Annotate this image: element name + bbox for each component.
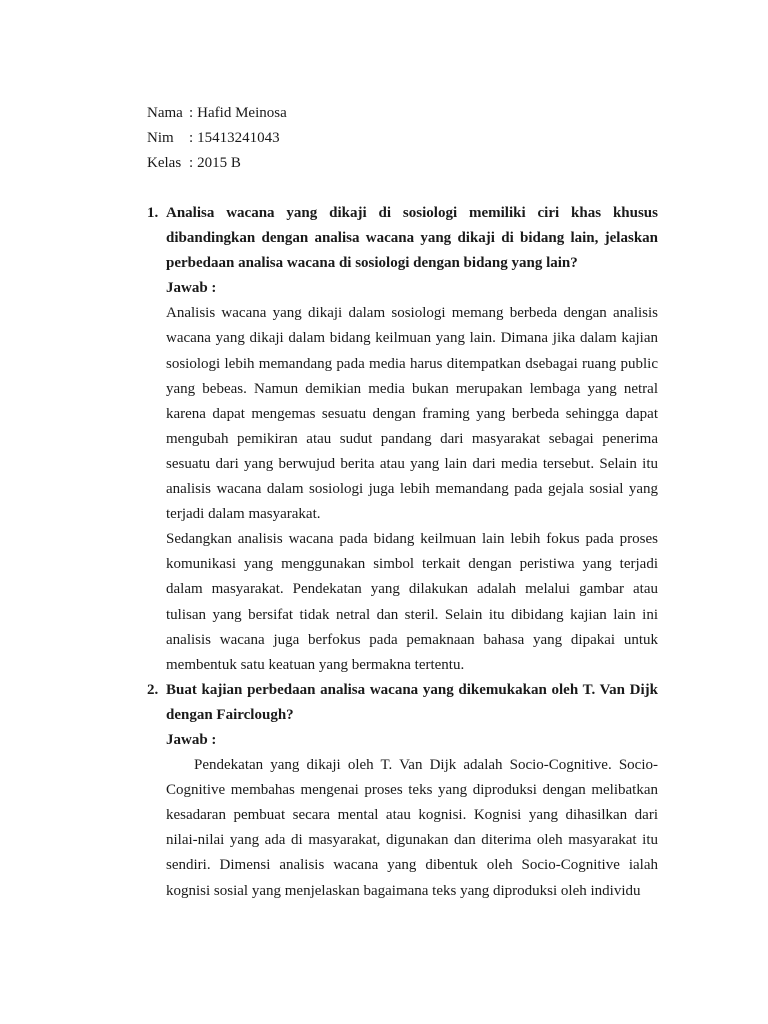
nim-value: 15413241043 xyxy=(197,130,280,146)
nama-row xyxy=(147,101,287,126)
kelas-row xyxy=(147,151,287,176)
kelas-value: 2015 B xyxy=(197,155,241,171)
question-number: 1. xyxy=(147,205,159,221)
answer-paragraph: Pendekatan yang dikaji oleh T. Van Dijk adalah Socio-Cognitive. Socio-Cognitive membahas mengenai proses teks yang diproduksi dengan melibatkan kesadaran pembuat secara mental atau kognisi. Kognisi yang dihasilkan dari nilai-nilai yang ada di masyarakat, digunakan dan diterima oleh masyarakat itu sendiri. Dimensi analisis wacana yang dibentuk oleh Socio-Cognitive ialah kognisi sosial yang menjelaskan bagaimana teks yang diproduksi oleh individu xyxy=(166,757,658,899)
answer-label: Jawab : xyxy=(166,280,217,297)
nim-label: Nim xyxy=(147,130,174,146)
question-body xyxy=(166,678,658,904)
answer-paragraph: Sedangkan analisis wacana pada bidang keilmuan lain lebih fokus pada proses komunikasi yang menggunakan simbol terkait dengan peristiwa yang terjadi dalam masyarakat. Pendekatan yang dilakukan adalah melalui gambar atau tulisan yang bersifat tidak netral dan steril. Selain itu dibidang kajian lain ini analisis wacana juga berfokus pada pemaknaan bahasa yang dipakai untuk membentuk satu keatuan yang bermakna tertentu. xyxy=(166,531,658,673)
answer-label: Jawab : xyxy=(166,731,217,748)
nama-label: Nama xyxy=(147,105,183,121)
nim-row xyxy=(147,126,287,151)
nim-separator: : xyxy=(189,130,194,146)
nama-value: Hafid Meinosa xyxy=(197,105,287,121)
question-list xyxy=(147,201,658,904)
question-text: Analisa wacana yang dikaji di sosiologi memiliki ciri khas khusus dibandingkan dengan analisa wacana yang dikaji di bidang lain, jelaskan perbedaan analisa wacana di sosiologi dengan bidang yang lain? xyxy=(166,205,658,272)
question-1 xyxy=(147,201,658,678)
student-info xyxy=(147,101,287,176)
kelas-label: Kelas xyxy=(147,155,182,171)
question-2 xyxy=(147,678,658,904)
answer-paragraph: Analisis wacana yang dikaji dalam sosiologi memang berbeda dengan analisis wacana yang dikaji dalam bidang keilmuan yang lain. Dimana jika dalam kajian sosiologi lebih memandang pada media harus ditempatkan dsebagai ruang public yang bebeas. Namun demikian media bukan merupakan lembaga yang netral karena dapat mengemas sesuatu dengan framing yang berbeda sehingga dapat mengubah pemikiran atau sudut pandang dari masyarakat sebagai penerima sesuatu dari yang berwujud berita atau yang lain dari media tersebut. Selain itu analisis wacana dalam sosiologi juga lebih memandang pada gejala sosial yang terjadi dalam masyarakat. xyxy=(166,305,658,523)
question-body xyxy=(166,201,658,678)
question-text: Buat kajian perbedaan analisa wacana yang dikemukakan oleh T. Van Dijk dengan Fairclough? xyxy=(166,681,658,723)
question-number: 2. xyxy=(147,681,159,698)
kelas-separator: : xyxy=(189,155,194,171)
nama-separator: : xyxy=(189,105,194,121)
